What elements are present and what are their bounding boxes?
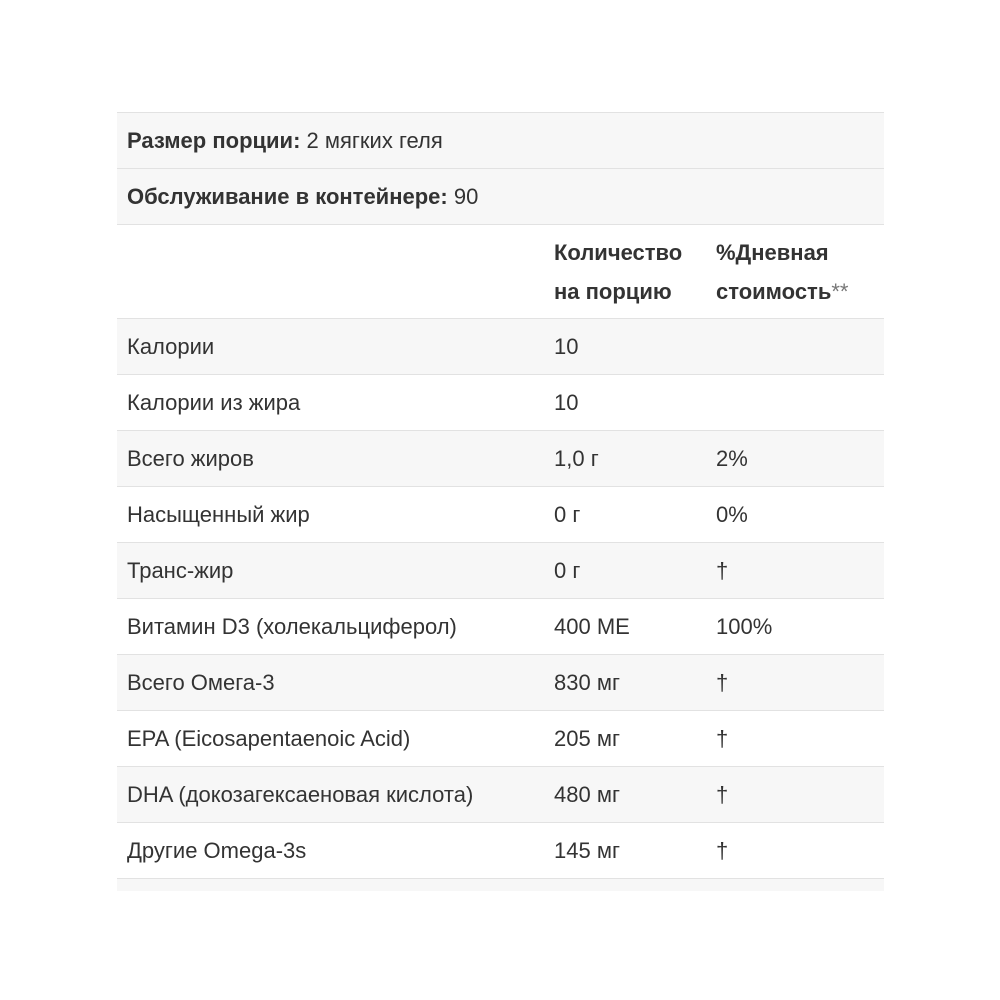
- nutrient-name: EPA (Eicosapentaenoic Acid): [127, 725, 411, 751]
- nutrient-amount: 145 мг: [554, 837, 620, 863]
- nutrient-dv: †: [716, 669, 729, 695]
- table-row: [117, 655, 884, 711]
- serving-size-row: [117, 113, 884, 169]
- nutrient-name: Калории из жира: [127, 389, 301, 415]
- serving-size-label: Размер порции:: [127, 127, 301, 153]
- nutrient-dv: †: [716, 725, 729, 751]
- nutrient-name: Всего Омега-3: [127, 669, 275, 695]
- table-row: [117, 599, 884, 655]
- nutrient-amount: 480 мг: [554, 781, 620, 807]
- amount-header-line2: на порцию: [554, 278, 672, 304]
- servings-per-container-row: [117, 169, 884, 225]
- nutrient-amount: 205 мг: [554, 725, 620, 751]
- serving-size-value: 2 мягких геля: [300, 127, 443, 153]
- dv-header-line2: стоимость: [716, 278, 832, 304]
- table-row: [117, 543, 884, 599]
- nutrient-amount: 0 г: [554, 557, 581, 583]
- table-row: [117, 487, 884, 543]
- nutrient-dv: †: [716, 557, 729, 583]
- nutrient-dv: 0%: [716, 501, 748, 527]
- table-row: [117, 375, 884, 431]
- table-row: [117, 767, 884, 823]
- table-bottom-strip: [117, 879, 884, 891]
- table-row: [117, 431, 884, 487]
- nutrient-name: Витамин D3 (холекальциферол): [127, 613, 457, 639]
- amount-per-serving-header: [554, 233, 716, 311]
- nutrient-dv: †: [716, 837, 729, 863]
- nutrient-amount: 1,0 г: [554, 445, 599, 471]
- amount-header-line1: Количество: [554, 239, 683, 265]
- nutrient-amount: 0 г: [554, 501, 581, 527]
- dv-footnote-mark: **: [831, 278, 849, 304]
- table-header-row: [117, 225, 884, 319]
- table-row: [117, 319, 884, 375]
- daily-value-header: [716, 233, 884, 311]
- supplement-facts-table: [117, 112, 884, 891]
- nutrient-name: Другие Omega-3s: [127, 837, 307, 863]
- nutrient-amount: 830 мг: [554, 669, 620, 695]
- nutrient-dv: †: [716, 781, 729, 807]
- nutrient-name: Всего жиров: [127, 445, 254, 471]
- nutrient-dv: 2%: [716, 445, 748, 471]
- nutrient-name: Насыщенный жир: [127, 501, 310, 527]
- table-row: [117, 823, 884, 879]
- nutrient-dv: 100%: [716, 613, 773, 639]
- servings-per-container-value: 90: [447, 183, 479, 209]
- nutrient-name: Транс-жир: [127, 557, 234, 583]
- nutrient-amount: 400 МЕ: [554, 613, 630, 639]
- nutrient-name: DHA (докозагексаеновая кислота): [127, 781, 474, 807]
- servings-per-container-label: Обслуживание в контейнере:: [127, 183, 448, 209]
- table-row: [117, 711, 884, 767]
- nutrient-amount: 10: [554, 389, 579, 415]
- dv-header-line1: %Дневная: [716, 239, 829, 265]
- nutrient-amount: 10: [554, 333, 579, 359]
- nutrient-name: Калории: [127, 333, 215, 359]
